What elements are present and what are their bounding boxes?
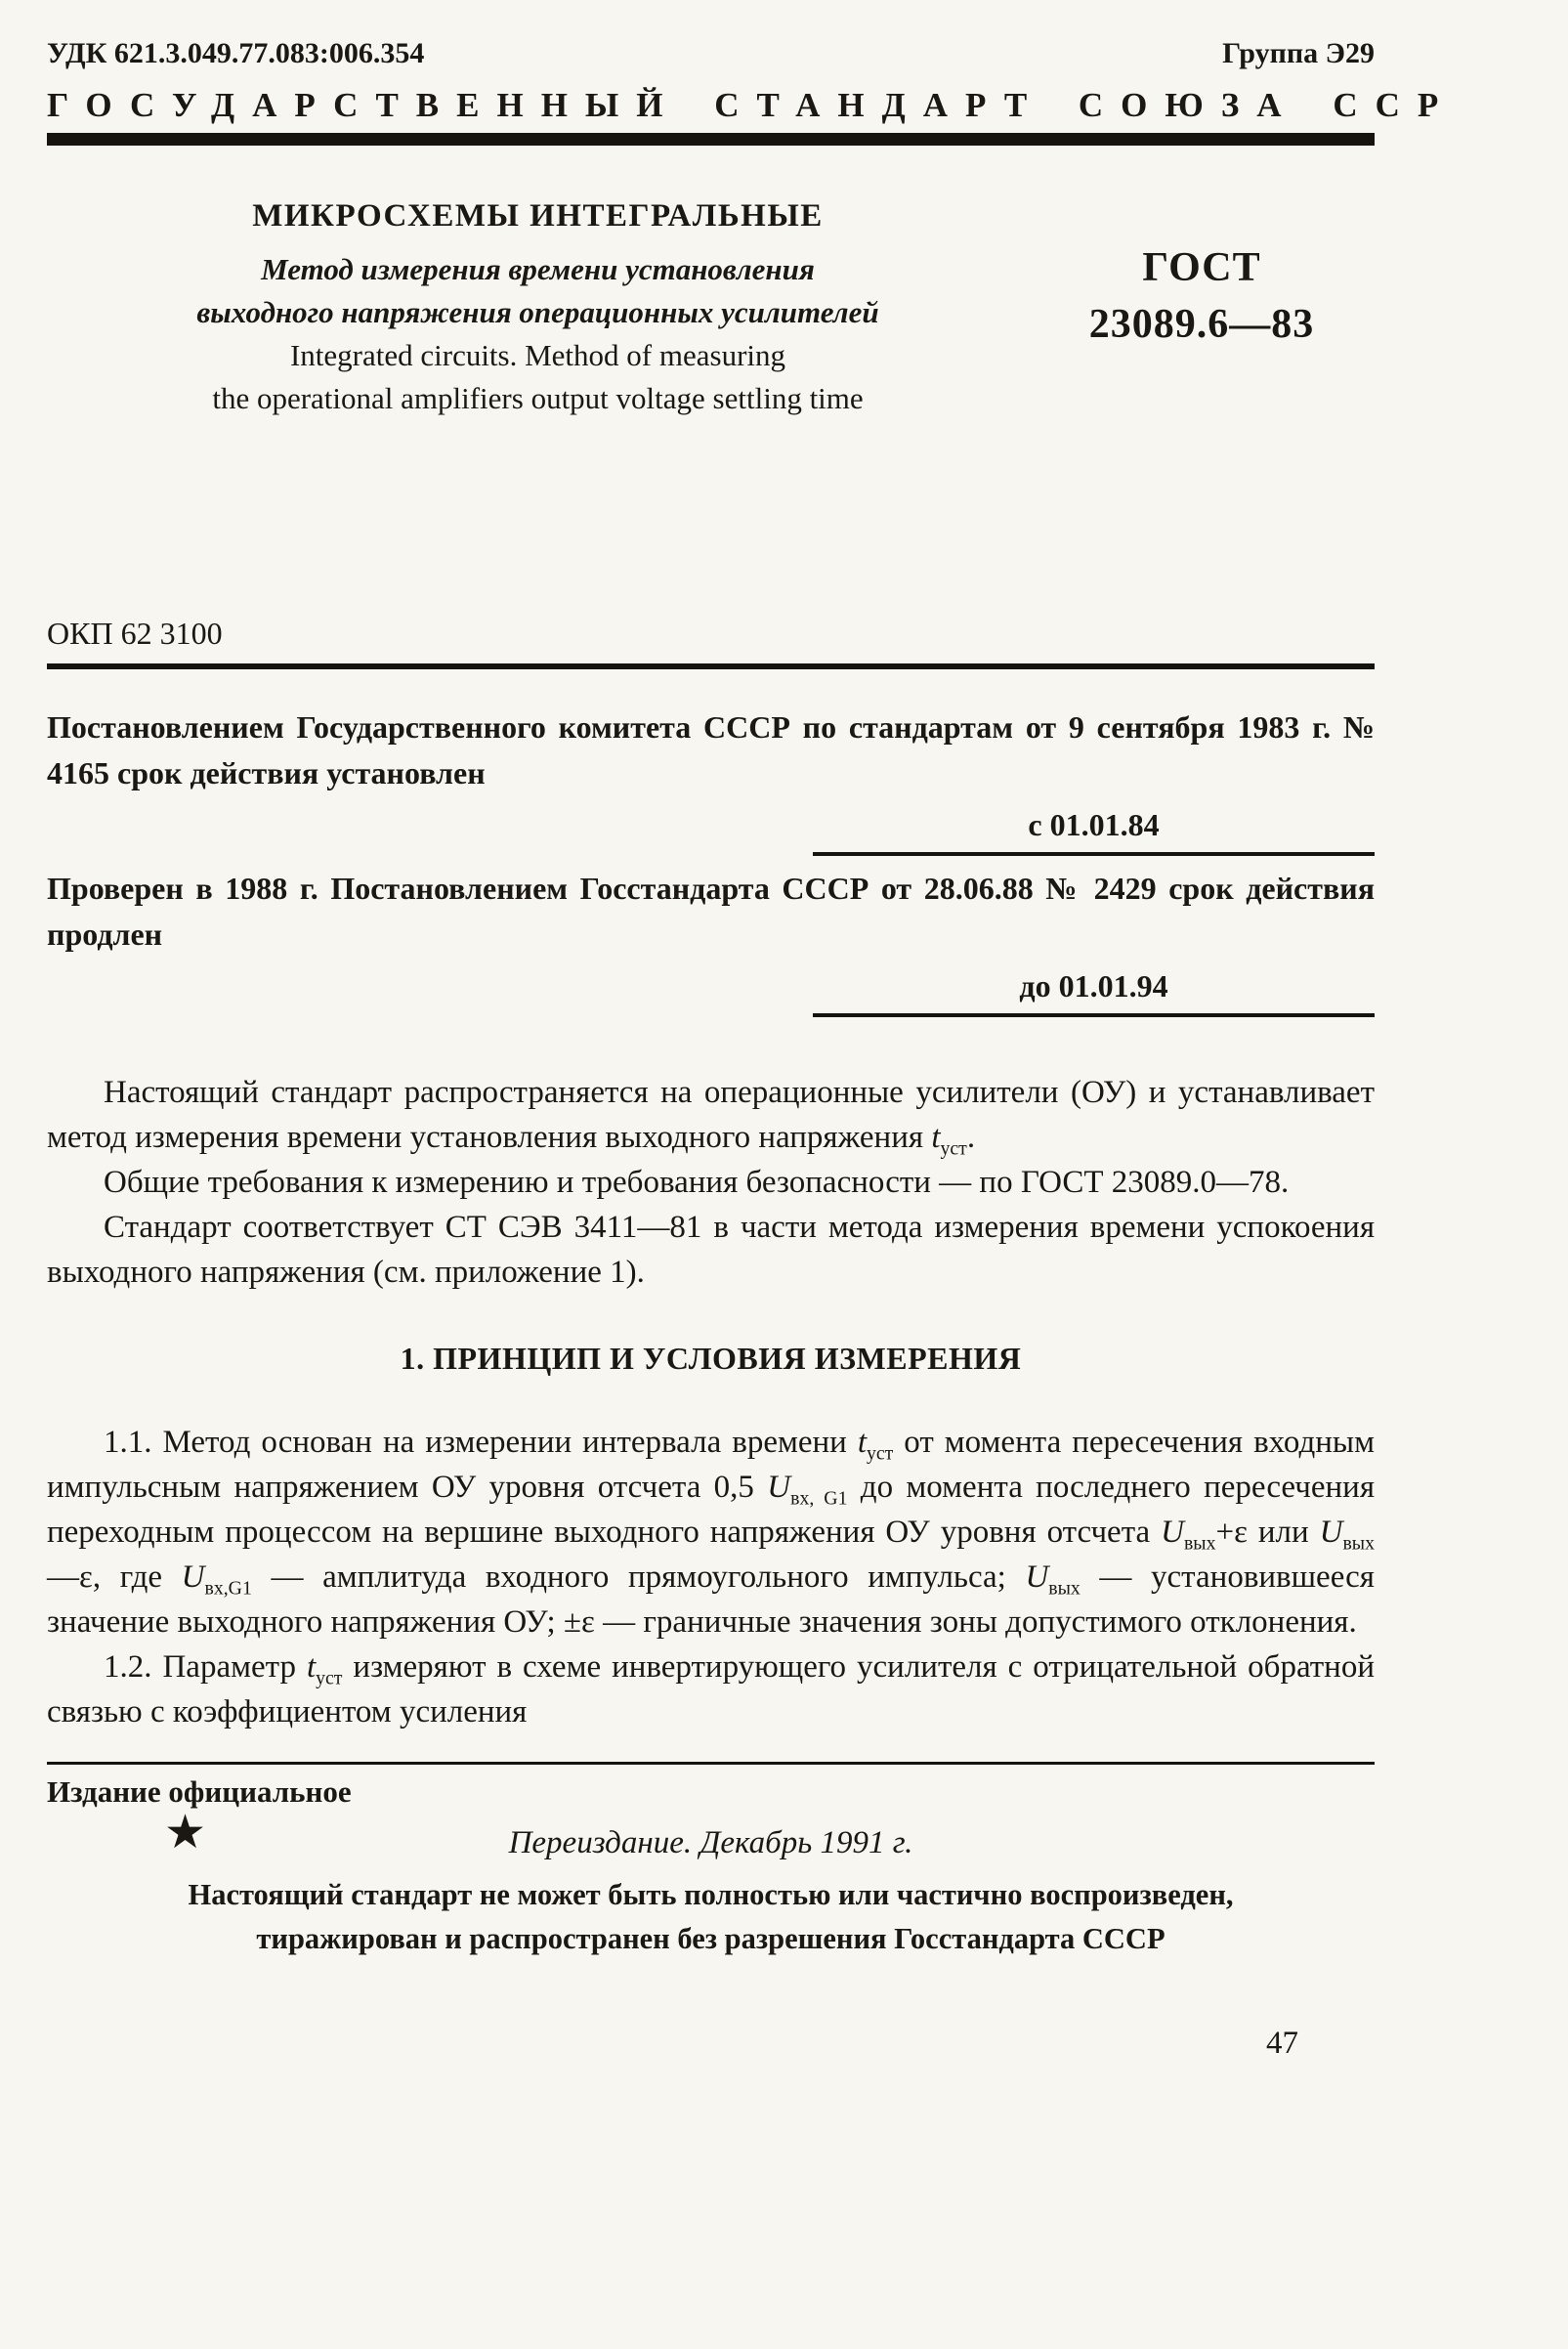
enactment-paragraph-1: Постановлением Государственного комитета СССР по стандартам от 9 сентября 1983 г. № 4165 срок действия установлен	[47, 709, 1375, 790]
title-section	[47, 198, 1375, 420]
reissue-note: Переиздание. Декабрь 1991 г.	[508, 1825, 913, 1860]
copyright-line-2: тиражирован и распространен без разрешения Госстандарта СССР	[256, 1922, 1165, 1955]
standard-subtitle-en-1: Integrated circuits. Method of measuring	[289, 338, 786, 372]
star-icon: ★	[164, 1807, 207, 1858]
page-number: 47	[1266, 2026, 1298, 2061]
document-body	[47, 1070, 1375, 1734]
standard-subtitle-en-2: the operational amplifiers output voltage settling time	[212, 381, 864, 415]
enactment-block	[47, 705, 1375, 1017]
body-paragraph: 1.2. Параметр $t_{уст}$ измеряют в схеме инвертирующего усилителя с отрицательной обратной связью с коэффициентом усиления	[47, 1649, 1375, 1730]
state-standard-header: ГОСУДАРСТВЕННЫЙ СТАНДАРТ СОЮЗА ССР	[47, 86, 1457, 124]
copyright-line-1: Настоящий стандарт не может быть полностью или частично воспроизведен,	[188, 1878, 1234, 1911]
body-paragraph: 1.1. Метод основан на измерении интервала времени $t_{уст}$ от момента пересечения входным импульсным напряжением ОУ уровня отсчета 0,5 $U_{вх, G1}$ до момента последнего пересечения переходным процессом на вершине выходного напряжения ОУ уровня отсчета $U_{вых}+\varepsilon$ или $U_{вых}—\varepsilon$, где $U_{вх,G1}$ — амплитуда входного прямоугольного импульса; $U_{вых}$ — установившееся значение выходного напряжения ОУ; ±ε — граничные значения зоны допустимого отклонения.	[47, 1425, 1375, 1640]
title-block	[47, 198, 1029, 420]
standard-subtitle-ru-2: выходного напряжения операционных усилителей	[196, 295, 879, 329]
section-heading: 1. ПРИНЦИП И УСЛОВИЯ ИЗМЕРЕНИЯ	[400, 1341, 1022, 1376]
gost-designation	[1029, 198, 1375, 420]
okp-rule	[47, 663, 1375, 669]
gost-label: ГОСТ	[1142, 245, 1261, 290]
standard-title-ru: МИКРОСХЕМЫ ИНТЕГРАЛЬНЫЕ	[252, 198, 824, 234]
effective-date-from: с 01.01.84	[813, 802, 1375, 856]
footer-block	[47, 1762, 1375, 1961]
body-paragraph: Общие требования к измерению и требования безопасности — по ГОСТ 23089.0—78.	[104, 1165, 1290, 1200]
okp-code: ОКП 62 3100	[47, 616, 223, 651]
body-paragraph: Настоящий стандарт распространяется на операционные усилители (ОУ) и устанавливает метод измерения времени установления выходного напряжения $t_{уст}$.	[47, 1075, 1375, 1160]
copyright-note	[47, 1873, 1375, 1961]
udk-code: УДК 621.3.049.77.083:006.354	[47, 37, 425, 69]
effective-date-until: до 01.01.94	[813, 963, 1375, 1017]
standard-subtitle-ru-1: Метод измерения времени установления	[261, 252, 815, 286]
gost-number: 23089.6—83	[1088, 302, 1315, 347]
group-code: Группа Э29	[1222, 37, 1375, 69]
document-meta-row	[47, 37, 1375, 70]
body-paragraph: Стандарт соответствует СТ СЭВ 3411—81 в части метода измерения времени успокоения выходного напряжения (см. приложение 1).	[47, 1210, 1375, 1290]
enactment-paragraph-2: Проверен в 1988 г. Постановлением Госстандарта СССР от 28.06.88 № 2429 срок действия продлен	[47, 871, 1375, 952]
header-rule	[47, 133, 1375, 146]
official-edition-label: Издание официальное	[47, 1774, 352, 1809]
